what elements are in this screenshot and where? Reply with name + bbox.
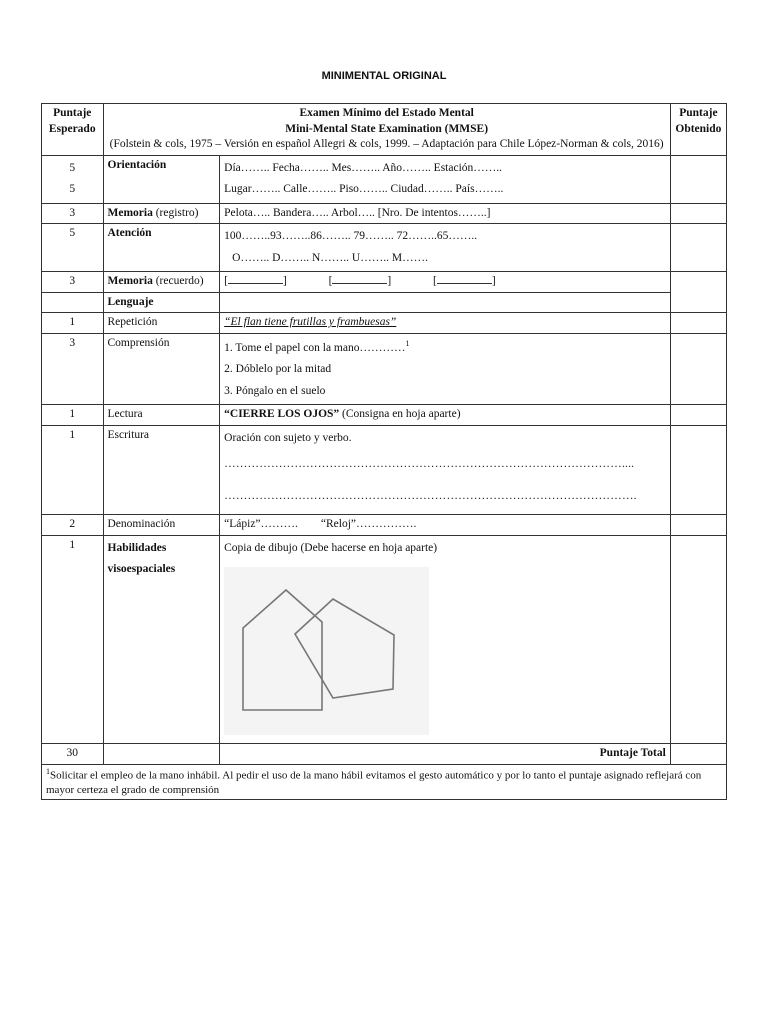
item-content: “Lápiz”………. “Reloj”……………. xyxy=(220,515,671,536)
section-label-language: Lenguaje xyxy=(103,292,220,313)
empty-cell xyxy=(103,744,220,765)
item-label: Habilidades visoespaciales xyxy=(103,535,220,744)
item-content xyxy=(220,272,671,293)
score-obtained-cell[interactable] xyxy=(670,224,726,272)
recall-blank[interactable]: [ ] xyxy=(433,275,496,288)
score-expected: 3 xyxy=(42,333,104,404)
score-obtained-cell[interactable] xyxy=(670,405,726,426)
score-obtained-cell[interactable] xyxy=(670,203,726,224)
recall-blank[interactable]: [ ] xyxy=(224,275,287,288)
score-expected: 1 xyxy=(42,313,104,334)
item-content xyxy=(220,292,671,313)
item-label: Comprensión xyxy=(103,333,220,404)
exam-subtitle: Mini-Mental State Examination (MMSE) xyxy=(285,122,489,135)
item-content: “CIERRE LOS OJOS” (Consigna en hoja aparte) xyxy=(220,405,671,426)
score-expected: 5 xyxy=(42,224,104,272)
header-row xyxy=(42,104,727,156)
score-expected: 5 5 xyxy=(42,155,104,203)
row-language-header xyxy=(42,292,727,313)
row-memory-recall xyxy=(42,272,727,293)
item-content: Oración con sujeto y verbo. ………………………………………………………………………………………….... ……………………………………………………………………………………………. xyxy=(220,425,671,515)
header-obtained: Puntaje Obtenido xyxy=(670,104,726,156)
item-label: Denominación xyxy=(103,515,220,536)
item-label: Orientación xyxy=(103,155,220,203)
item-content: 1. Tome el papel con la mano…………$^1$ 2. Dóblelo por la mitad 3. Póngalo en el suelo xyxy=(220,333,671,404)
score-expected: 1 xyxy=(42,425,104,515)
score-obtained-cell[interactable] xyxy=(670,272,726,313)
row-memory-registration xyxy=(42,203,727,224)
score-expected: 3 xyxy=(42,203,104,224)
score-obtained-cell[interactable] xyxy=(670,333,726,404)
recall-blank[interactable]: [ ] xyxy=(328,275,392,288)
item-content: 100……..93……..86…….. 79…….. 72……..65…….. O…….. D…….. N…….. U…….. M……. xyxy=(220,224,671,272)
score-obtained-cell[interactable] xyxy=(670,313,726,334)
score-obtained-cell[interactable] xyxy=(670,535,726,744)
document-title: MINIMENTAL ORIGINAL xyxy=(321,70,447,82)
item-content: Pelota….. Bandera….. Arbol….. [Nro. De intentos……..] xyxy=(220,203,671,224)
score-expected: 2 xyxy=(42,515,104,536)
footnote-row xyxy=(42,764,727,799)
exam-title: Examen Mínimo del Estado Mental xyxy=(299,107,474,119)
item-label: Lectura xyxy=(103,405,220,426)
header-expected: Puntaje Esperado xyxy=(42,104,104,156)
row-writing xyxy=(42,425,727,515)
mmse-table xyxy=(41,103,727,800)
row-total xyxy=(42,744,727,765)
row-repetition xyxy=(42,313,727,334)
exam-reference: (Folstein & cols, 1975 – Versión en español Allegri & cols, 1999. – Adaptación para Chile López-Norman & cols, 2016) xyxy=(109,138,664,151)
score-obtained-cell[interactable] xyxy=(670,515,726,536)
total-obtained-cell[interactable] xyxy=(670,744,726,765)
item-label: Escritura xyxy=(103,425,220,515)
item-label: Memoria (recuerdo) xyxy=(103,272,220,293)
score-expected: 3 xyxy=(42,272,104,293)
header-exam-title xyxy=(103,104,670,156)
item-label: Atención xyxy=(103,224,220,272)
item-content: “El flan tiene frutillas y frambuesas” xyxy=(220,313,671,334)
row-reading xyxy=(42,405,727,426)
item-content: Copia de dibujo (Debe hacerse en hoja aparte) xyxy=(220,535,671,744)
score-obtained-cell[interactable] xyxy=(670,425,726,515)
row-orientation xyxy=(42,155,727,203)
row-visuospatial xyxy=(42,535,727,744)
writing-line[interactable]: ……………………………………………………………………………………………. xyxy=(224,489,637,502)
total-label: Puntaje Total xyxy=(220,744,671,765)
total-expected: 30 xyxy=(42,744,104,765)
item-label: Memoria (registro) xyxy=(103,203,220,224)
item-label: Repetición xyxy=(103,313,220,334)
score-obtained-cell[interactable] xyxy=(670,155,726,203)
row-attention xyxy=(42,224,727,272)
row-comprehension xyxy=(42,333,727,404)
writing-line[interactable]: ………………………………………………………………………………………….... xyxy=(224,458,635,471)
intersecting-pentagons-figure xyxy=(224,567,429,735)
footnote: $^1$Solicitar el empleo de la mano inhábil. Al pedir el uso de la mano hábil evitamos el gesto automático y por lo tanto el puntaje asignado reflejará con mayor certeza el grado de comprensión xyxy=(42,764,727,799)
item-content: Día…….. Fecha…….. Mes…….. Año…….. Estación…….. Lugar…….. Calle…….. Piso…….. Ciudad…….. País…….. xyxy=(220,155,671,203)
row-naming xyxy=(42,515,727,536)
score-expected xyxy=(42,292,104,313)
score-expected: 1 xyxy=(42,405,104,426)
score-expected: 1 xyxy=(42,535,104,744)
